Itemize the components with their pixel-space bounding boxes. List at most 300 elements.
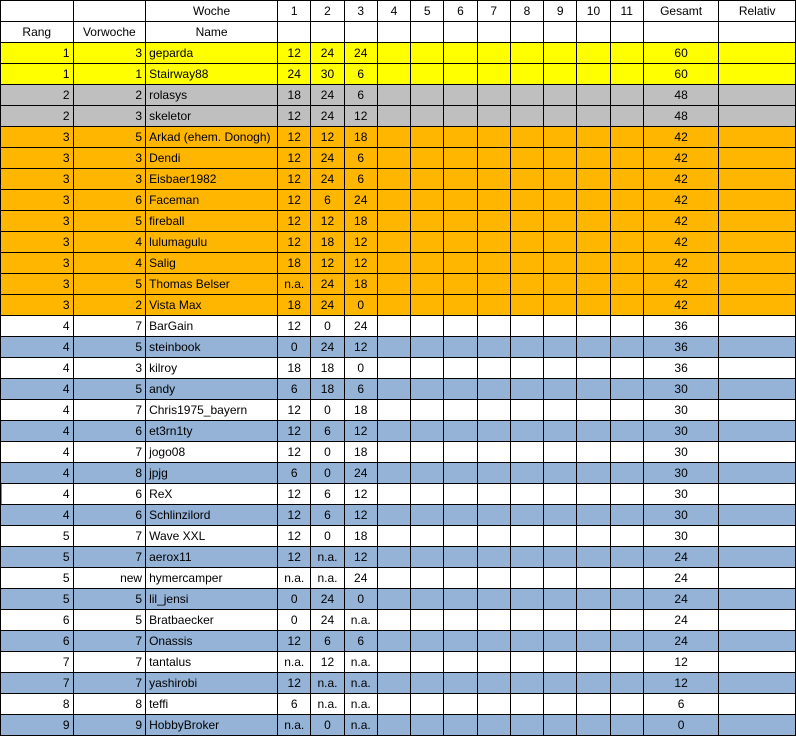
cell-week-6 [444, 43, 477, 64]
cell-rang: 8 [1, 694, 74, 715]
cell-gesamt: 42 [643, 169, 719, 190]
cell-week-5 [411, 274, 444, 295]
table-row [1, 127, 796, 148]
cell-rang: 2 [1, 85, 74, 106]
cell-vorwoche: 7 [73, 547, 146, 568]
cell-week-8 [510, 295, 543, 316]
cell-name: Chris1975_bayern [146, 400, 278, 421]
cell-week-6 [444, 274, 477, 295]
cell-rang: 3 [1, 169, 74, 190]
cell-rang: 4 [1, 337, 74, 358]
cell-relativ [719, 316, 796, 337]
cell-week-5 [411, 484, 444, 505]
cell-week-5 [411, 148, 444, 169]
cell-week-3: 6 [344, 631, 377, 652]
header-cell-blank-7 [411, 22, 444, 43]
cell-gesamt: 30 [643, 505, 719, 526]
cell-gesamt: 48 [643, 106, 719, 127]
cell-gesamt: 30 [643, 379, 719, 400]
cell-week-1: 18 [278, 358, 311, 379]
cell-relativ [719, 64, 796, 85]
cell-gesamt: 36 [643, 337, 719, 358]
header-cell-blank-14 [643, 22, 719, 43]
cell-week-10 [577, 610, 610, 631]
cell-vorwoche: 7 [73, 652, 146, 673]
cell-relativ [719, 85, 796, 106]
cell-week-6 [444, 211, 477, 232]
cell-rang: 1 [1, 43, 74, 64]
cell-week-4 [377, 64, 410, 85]
cell-week-1: 24 [278, 64, 311, 85]
header-cell-blank-8 [444, 22, 477, 43]
cell-week-4 [377, 253, 410, 274]
cell-relativ [719, 274, 796, 295]
cell-week-8 [510, 316, 543, 337]
cell-week-10 [577, 400, 610, 421]
cell-week-8 [510, 652, 543, 673]
cell-week-8 [510, 337, 543, 358]
header-week-8: 8 [510, 1, 543, 22]
cell-rang: 1 [1, 64, 74, 85]
cell-rang: 2 [1, 106, 74, 127]
cell-week-6 [444, 715, 477, 736]
cell-vorwoche: 5 [73, 211, 146, 232]
cell-week-4 [377, 589, 410, 610]
cell-week-1: 0 [278, 610, 311, 631]
cell-week-1: 18 [278, 85, 311, 106]
cell-week-10 [577, 337, 610, 358]
cell-week-6 [444, 694, 477, 715]
cell-week-8 [510, 400, 543, 421]
cell-week-4 [377, 652, 410, 673]
cell-gesamt: 30 [643, 400, 719, 421]
cell-vorwoche: 3 [73, 169, 146, 190]
cell-week-11 [610, 127, 643, 148]
cell-week-1: 12 [278, 106, 311, 127]
cell-week-9 [544, 400, 577, 421]
cell-vorwoche: 7 [73, 442, 146, 463]
cell-relativ [719, 631, 796, 652]
cell-week-6 [444, 526, 477, 547]
table-row [1, 106, 796, 127]
cell-week-11 [610, 106, 643, 127]
cell-week-10 [577, 64, 610, 85]
cell-week-2: 0 [311, 715, 344, 736]
cell-relativ [719, 211, 796, 232]
table-row [1, 400, 796, 421]
cell-week-10 [577, 589, 610, 610]
header-woche: Woche [146, 1, 278, 22]
header-week-2: 2 [311, 1, 344, 22]
cell-week-11 [610, 463, 643, 484]
cell-week-4 [377, 673, 410, 694]
cell-week-4 [377, 505, 410, 526]
cell-week-2: 24 [311, 337, 344, 358]
cell-week-10 [577, 442, 610, 463]
header-cell-blank-9 [477, 22, 510, 43]
cell-week-4 [377, 526, 410, 547]
cell-week-2: 24 [311, 43, 344, 64]
cell-week-10 [577, 379, 610, 400]
cell-week-1: 12 [278, 631, 311, 652]
cell-week-7 [477, 463, 510, 484]
cell-week-6 [444, 568, 477, 589]
cell-week-10 [577, 232, 610, 253]
cell-name: Thomas Belser [146, 274, 278, 295]
cell-week-11 [610, 568, 643, 589]
cell-week-8 [510, 106, 543, 127]
cell-week-5 [411, 589, 444, 610]
cell-week-10 [577, 358, 610, 379]
cell-week-1: n.a. [278, 652, 311, 673]
cell-week-3: n.a. [344, 673, 377, 694]
header-week-10: 10 [577, 1, 610, 22]
cell-week-7 [477, 169, 510, 190]
cell-name: ReX [146, 484, 278, 505]
cell-week-7 [477, 64, 510, 85]
cell-week-3: 6 [344, 64, 377, 85]
cell-week-8 [510, 190, 543, 211]
cell-week-1: 6 [278, 463, 311, 484]
cell-vorwoche: 7 [73, 316, 146, 337]
header-cell-blank-6 [377, 22, 410, 43]
table-row [1, 442, 796, 463]
cell-week-6 [444, 106, 477, 127]
cell-week-8 [510, 169, 543, 190]
cell-week-6 [444, 85, 477, 106]
cell-week-7 [477, 715, 510, 736]
cell-week-10 [577, 43, 610, 64]
cell-week-3: 12 [344, 253, 377, 274]
cell-week-6 [444, 673, 477, 694]
cell-week-6 [444, 589, 477, 610]
cell-week-10 [577, 190, 610, 211]
header-cell-blank-4 [311, 22, 344, 43]
header-cell-blank-1 [1, 1, 74, 22]
cell-gesamt: 24 [643, 589, 719, 610]
cell-week-1: 12 [278, 43, 311, 64]
cell-week-4 [377, 127, 410, 148]
cell-week-5 [411, 463, 444, 484]
cell-week-7 [477, 316, 510, 337]
cell-week-8 [510, 43, 543, 64]
cell-gesamt: 42 [643, 253, 719, 274]
cell-vorwoche: 3 [73, 106, 146, 127]
cell-week-4 [377, 190, 410, 211]
cell-week-6 [444, 421, 477, 442]
cell-name: Bratbaecker [146, 610, 278, 631]
cell-week-10 [577, 484, 610, 505]
cell-week-1: 12 [278, 505, 311, 526]
cell-week-3: n.a. [344, 694, 377, 715]
cell-rang: 4 [1, 442, 74, 463]
table-row [1, 547, 796, 568]
cell-name: hymercamper [146, 568, 278, 589]
cell-week-2: 24 [311, 295, 344, 316]
table-row [1, 526, 796, 547]
cell-week-6 [444, 652, 477, 673]
cell-week-3: 24 [344, 43, 377, 64]
cell-week-5 [411, 295, 444, 316]
cell-week-5 [411, 400, 444, 421]
table-row [1, 568, 796, 589]
cell-week-9 [544, 337, 577, 358]
cell-name: rolasys [146, 85, 278, 106]
cell-week-1: n.a. [278, 568, 311, 589]
cell-week-8 [510, 463, 543, 484]
table-row [1, 85, 796, 106]
cell-week-4 [377, 610, 410, 631]
cell-week-6 [444, 379, 477, 400]
cell-week-4 [377, 211, 410, 232]
cell-week-5 [411, 526, 444, 547]
table-row [1, 694, 796, 715]
cell-week-6 [444, 64, 477, 85]
cell-week-1: 12 [278, 211, 311, 232]
cell-week-11 [610, 337, 643, 358]
cell-vorwoche: 8 [73, 694, 146, 715]
cell-week-4 [377, 568, 410, 589]
cell-week-7 [477, 694, 510, 715]
cell-week-2: 0 [311, 316, 344, 337]
cell-name: Arkad (ehem. Donogh) [146, 127, 278, 148]
cell-week-5 [411, 316, 444, 337]
cell-week-9 [544, 64, 577, 85]
header-week-11: 11 [610, 1, 643, 22]
cell-week-10 [577, 631, 610, 652]
cell-week-9 [544, 253, 577, 274]
cell-week-9 [544, 652, 577, 673]
cell-name: HobbyBroker [146, 715, 278, 736]
cell-week-1: 12 [278, 442, 311, 463]
cell-name: skeletor [146, 106, 278, 127]
cell-week-3: 18 [344, 211, 377, 232]
cell-relativ [719, 463, 796, 484]
cell-week-7 [477, 127, 510, 148]
cell-name: teffi [146, 694, 278, 715]
cell-week-11 [610, 631, 643, 652]
cell-week-6 [444, 547, 477, 568]
cell-week-10 [577, 463, 610, 484]
cell-week-8 [510, 442, 543, 463]
cell-gesamt: 30 [643, 442, 719, 463]
cell-week-6 [444, 400, 477, 421]
cell-rang: 6 [1, 610, 74, 631]
cell-week-11 [610, 610, 643, 631]
cell-week-11 [610, 274, 643, 295]
cell-week-8 [510, 274, 543, 295]
cell-name: Eisbaer1982 [146, 169, 278, 190]
cell-vorwoche: 9 [73, 715, 146, 736]
cell-vorwoche: 3 [73, 43, 146, 64]
cell-week-11 [610, 379, 643, 400]
cell-week-7 [477, 610, 510, 631]
cell-week-11 [610, 484, 643, 505]
cell-vorwoche: 7 [73, 631, 146, 652]
cell-gesamt: 42 [643, 190, 719, 211]
cell-vorwoche: 4 [73, 232, 146, 253]
cell-rang: 5 [1, 589, 74, 610]
cell-relativ [719, 106, 796, 127]
cell-week-7 [477, 568, 510, 589]
cell-relativ [719, 421, 796, 442]
table-row [1, 358, 796, 379]
cell-vorwoche: 5 [73, 379, 146, 400]
cell-name: fireball [146, 211, 278, 232]
cell-relativ [719, 568, 796, 589]
cell-week-11 [610, 547, 643, 568]
cell-week-1: 12 [278, 484, 311, 505]
cell-gesamt: 12 [643, 673, 719, 694]
cell-week-7 [477, 211, 510, 232]
cell-week-3: 18 [344, 274, 377, 295]
cell-week-1: 12 [278, 526, 311, 547]
cell-week-9 [544, 463, 577, 484]
cell-week-7 [477, 526, 510, 547]
header-name: Name [146, 22, 278, 43]
cell-week-4 [377, 358, 410, 379]
cell-week-5 [411, 547, 444, 568]
cell-week-10 [577, 421, 610, 442]
cell-week-6 [444, 463, 477, 484]
cell-week-2: 12 [311, 253, 344, 274]
cell-week-6 [444, 253, 477, 274]
cell-vorwoche: 6 [73, 505, 146, 526]
cell-week-10 [577, 547, 610, 568]
cell-week-6 [444, 442, 477, 463]
cell-week-1: 12 [278, 316, 311, 337]
cell-week-11 [610, 673, 643, 694]
cell-week-8 [510, 85, 543, 106]
cell-week-2: 6 [311, 505, 344, 526]
cell-week-5 [411, 127, 444, 148]
cell-relativ [719, 127, 796, 148]
cell-vorwoche: 3 [73, 148, 146, 169]
cell-name: lulumagulu [146, 232, 278, 253]
cell-week-11 [610, 442, 643, 463]
cell-week-6 [444, 190, 477, 211]
cell-week-3: 24 [344, 568, 377, 589]
cell-week-3: 6 [344, 148, 377, 169]
cell-vorwoche: 6 [73, 484, 146, 505]
cell-week-5 [411, 421, 444, 442]
cell-week-8 [510, 715, 543, 736]
cell-gesamt: 30 [643, 526, 719, 547]
cell-week-2: 6 [311, 190, 344, 211]
cell-week-7 [477, 589, 510, 610]
cell-week-10 [577, 85, 610, 106]
cell-name: Wave XXL [146, 526, 278, 547]
cell-vorwoche: 5 [73, 274, 146, 295]
cell-week-9 [544, 715, 577, 736]
cell-week-3: 0 [344, 358, 377, 379]
cell-rang: 7 [1, 652, 74, 673]
cell-week-11 [610, 316, 643, 337]
cell-name: Vista Max [146, 295, 278, 316]
cell-week-4 [377, 547, 410, 568]
cell-gesamt: 36 [643, 316, 719, 337]
cell-week-7 [477, 232, 510, 253]
cell-relativ [719, 337, 796, 358]
cell-gesamt: 42 [643, 274, 719, 295]
cell-week-3: 12 [344, 547, 377, 568]
cell-week-2: n.a. [311, 694, 344, 715]
cell-week-2: 12 [311, 652, 344, 673]
cell-gesamt: 6 [643, 694, 719, 715]
cell-week-9 [544, 526, 577, 547]
cell-name: BarGain [146, 316, 278, 337]
cell-week-8 [510, 64, 543, 85]
cell-week-8 [510, 694, 543, 715]
cell-week-2: 0 [311, 526, 344, 547]
cell-week-8 [510, 421, 543, 442]
cell-week-2: 0 [311, 463, 344, 484]
cell-rang: 3 [1, 190, 74, 211]
cell-week-3: 6 [344, 85, 377, 106]
header-vorwoche: Vorwoche [73, 22, 146, 43]
cell-week-1: 12 [278, 547, 311, 568]
table-row [1, 379, 796, 400]
cell-week-2: 24 [311, 148, 344, 169]
table-row [1, 295, 796, 316]
table-row [1, 211, 796, 232]
cell-week-7 [477, 148, 510, 169]
cell-week-3: 6 [344, 379, 377, 400]
cell-week-11 [610, 505, 643, 526]
header-cell-blank-12 [577, 22, 610, 43]
cell-name: Dendi [146, 148, 278, 169]
cell-relativ [719, 43, 796, 64]
header-row-labels [1, 22, 796, 43]
cell-week-4 [377, 169, 410, 190]
cell-relativ [719, 715, 796, 736]
cell-rang: 3 [1, 127, 74, 148]
cell-relativ [719, 358, 796, 379]
table-row [1, 463, 796, 484]
cell-week-9 [544, 148, 577, 169]
cell-week-2: 18 [311, 358, 344, 379]
table-row [1, 421, 796, 442]
cell-week-11 [610, 295, 643, 316]
cell-week-2: 24 [311, 274, 344, 295]
table-row [1, 484, 796, 505]
cell-week-2: n.a. [311, 568, 344, 589]
table-row [1, 610, 796, 631]
table-row [1, 190, 796, 211]
cell-relativ [719, 526, 796, 547]
cell-week-1: 18 [278, 295, 311, 316]
cell-relativ [719, 190, 796, 211]
cell-week-6 [444, 358, 477, 379]
cell-week-10 [577, 169, 610, 190]
cell-week-11 [610, 190, 643, 211]
cell-week-10 [577, 211, 610, 232]
cell-week-8 [510, 526, 543, 547]
cell-week-2: 6 [311, 421, 344, 442]
table-row [1, 589, 796, 610]
table-row [1, 316, 796, 337]
cell-name: Stairway88 [146, 64, 278, 85]
cell-week-6 [444, 127, 477, 148]
cell-relativ [719, 673, 796, 694]
cell-week-3: n.a. [344, 652, 377, 673]
cell-week-1: 12 [278, 421, 311, 442]
cell-week-3: 24 [344, 316, 377, 337]
cell-gesamt: 48 [643, 85, 719, 106]
cell-name: geparda [146, 43, 278, 64]
cell-rang: 3 [1, 253, 74, 274]
cell-week-9 [544, 421, 577, 442]
